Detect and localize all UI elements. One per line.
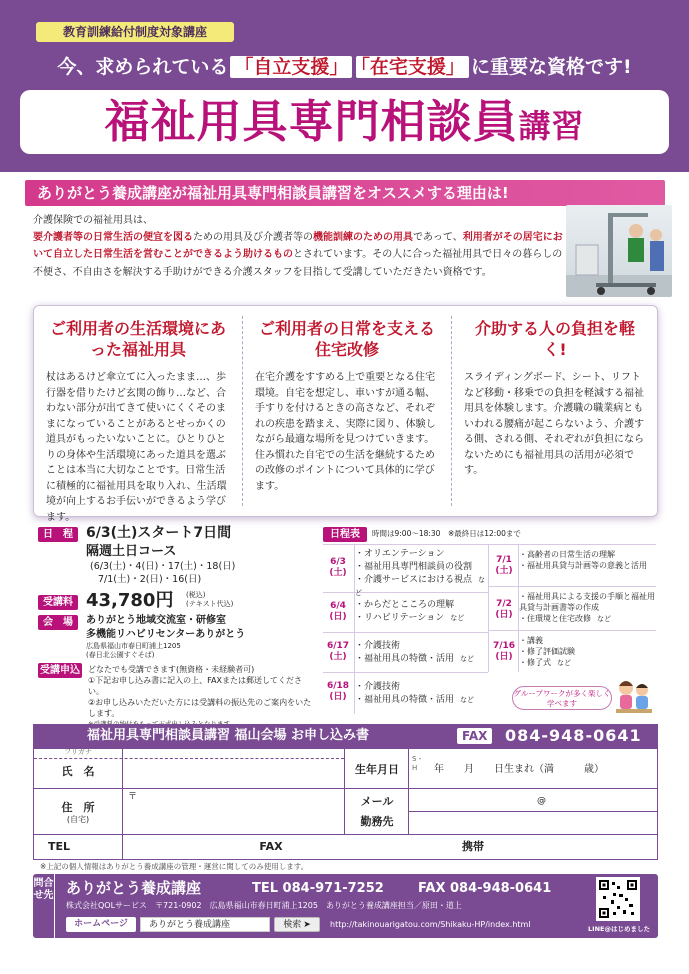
schedule-date (323, 641, 353, 663)
header-subheading (0, 52, 689, 82)
mail-label: メール (360, 795, 394, 808)
schedule-items (355, 599, 464, 625)
feature-home-renovation (243, 306, 451, 516)
footer-address: 広島県福山市春日町浦上1205 (209, 901, 318, 910)
schedule-item (355, 694, 474, 707)
feature-caregiver-burden (452, 306, 658, 516)
reason-t2: 要介護者等の日常生活の便宜を図る (33, 232, 193, 244)
qr-code-icon (599, 880, 637, 918)
schedule-date (323, 681, 353, 703)
footer-contact: ありがとう養成講座担当／原田・道上 (325, 901, 462, 910)
course-dates-2: 7/1(土)・2(日)・16(日) (98, 574, 202, 585)
schedule-item: ・高齢者の日常生活の理解 (519, 550, 615, 559)
venue-name-2: 多機能リハビリセンターありがとう (86, 629, 246, 640)
nado-note: など (460, 696, 475, 704)
course-type: 隔週土日コース (86, 544, 177, 559)
course-dates-1: (6/3(土)・4(日)・17(土)・18(日) (90, 561, 236, 572)
date-value: 6/17 (326, 641, 350, 651)
date-value: 6/3 (330, 557, 346, 567)
tel-label: TEL (47, 840, 71, 853)
reason-t3: ための用具及び介護者等の (193, 232, 313, 244)
schedule-item-text: ・介護サービスにおける視点 (355, 575, 473, 585)
schedule-item: ・介護技術 (355, 682, 401, 692)
schedule-item (355, 612, 464, 625)
address-sublabel: (自宅) (66, 815, 90, 824)
schedule-items (519, 635, 575, 669)
schedule-row-0604 (323, 593, 488, 633)
mobile-field[interactable] (500, 836, 656, 858)
schedule-date (323, 557, 353, 579)
form-header (33, 724, 658, 748)
course-fee: 43,780円 (86, 590, 174, 611)
name-label: 氏 名 (61, 765, 95, 778)
tel-field[interactable] (123, 836, 243, 858)
footer-org: ありがとう養成講座 (66, 879, 202, 897)
fax-label-form: FAX (259, 840, 283, 853)
reason-t7: その居宅において自立した日常生活を営むことができるよう助けるもの (33, 232, 563, 261)
schedule-right (489, 544, 656, 672)
schedule-row-0701 (489, 545, 656, 587)
footer-address-line (66, 900, 462, 912)
schedule-item-text: ・住環境と住宅改修 (519, 614, 591, 623)
footer-company: 株式会社QOLサービス (66, 901, 148, 910)
address-field[interactable] (123, 803, 344, 833)
subheading-prefix: 今、求められている (57, 56, 229, 78)
footer-postal: 〒721-0902 (155, 901, 202, 910)
course-start: 6/3(土)スタート7日間 (86, 525, 232, 541)
fee-note (186, 591, 246, 609)
subsidy-badge: 教育訓練給付制度対象講座 (36, 22, 234, 42)
highlight-independence: 「自立支援」 (230, 56, 352, 78)
subheading-suffix: に重要な資格です! (470, 56, 632, 78)
feature-title: ご利用者の生活環境にあった福祉用具 (49, 319, 226, 359)
fee-tax-note: (税込) (186, 591, 206, 599)
schedule-item: ・福祉用具による支援の手順と福祉用具貸与計画書等の作成 (519, 592, 655, 612)
schedule-item: ・福祉用具専門相談員の役割 (355, 562, 473, 572)
schedule-divider (518, 544, 519, 672)
schedule-label: 日程表 (323, 527, 367, 542)
feature-living-environment (34, 306, 242, 523)
fax-label: FAX (457, 728, 492, 744)
schedule-date (489, 555, 519, 577)
schedule-item: ・福祉用具貸与計画等の意義と活用 (519, 561, 647, 570)
reason-t5: であって、 (413, 232, 463, 244)
apply-line-1: どなたでも受講できます(無資格・未経験者可) (88, 665, 255, 674)
nado-note: など (597, 615, 611, 623)
apply-text (88, 664, 314, 730)
schedule-item: ・からだとこころの理解 (355, 600, 455, 610)
reason-t4: 機能訓練のための用具 (313, 232, 413, 244)
line-notice: LINE@はじめました (588, 925, 650, 933)
footer-url[interactable]: http://takinouarigatou.com/Shikaku-HP/index.html (330, 920, 531, 929)
work-label: 勤務先 (360, 815, 394, 828)
schedule-item-text: ・福祉用具の特徴・活用 (355, 654, 455, 664)
schedule-item: ・オリエンテーション (355, 549, 445, 559)
nado-note: など (450, 614, 465, 622)
schedule-left (323, 544, 488, 714)
feature-title: 介助する人の負担を軽く! (474, 319, 635, 359)
venue-address-note: (春日北公園すぐそば) (86, 651, 155, 659)
schedule-item-text: ・修了式 (519, 658, 551, 667)
schedule-row-0702 (489, 587, 656, 631)
inquiry-label: 問合せ先 (33, 874, 55, 938)
birth-field[interactable]: 年 月 日生まれ（満 歳） (434, 764, 604, 775)
search-button[interactable] (274, 917, 320, 932)
mobile-label: 携帯 (462, 840, 484, 853)
reason-t1: 介護保険での福祉用具は、 (33, 215, 153, 226)
schedule-row-0618 (323, 673, 488, 713)
birth-label: 生年月日 (355, 763, 399, 776)
privacy-note: ※上記の個人情報はありがとう養成講座の管理・運営に関してのみ使用します。 (40, 862, 309, 871)
work-field[interactable] (410, 813, 656, 833)
reason-text (33, 212, 563, 281)
apply-line-3: ②お申し込みいただいた方には受講料の振込先のご案内をいたします。 (88, 698, 312, 718)
students-icon (614, 676, 654, 716)
schedule-row-0617 (323, 633, 488, 673)
era-options: S・H (412, 755, 424, 772)
date-value: 6/18 (326, 681, 350, 691)
search-button-label: 検索 (283, 920, 302, 930)
date-value: 7/1 (496, 555, 512, 565)
page-title (20, 90, 669, 154)
schedule-items (519, 549, 655, 571)
title-suffix: 講習 (518, 107, 585, 145)
mail-field[interactable]: @ (537, 796, 546, 806)
schedule-item-text: ・リハビリテーション (355, 613, 445, 623)
venue-address: 広島県福山市春日町浦上1205 (86, 642, 181, 650)
features-panel (33, 305, 658, 523)
schedule-row-0603 (323, 545, 488, 597)
address-label: 住 所 (61, 801, 95, 814)
schedule-row-0716 (489, 631, 656, 673)
schedule-items (355, 640, 474, 666)
schedule-divider (488, 544, 489, 672)
schedule-item-text: ・福祉用具の特徴・活用 (355, 695, 455, 705)
date-dow: (土) (329, 652, 347, 662)
mail-divider (409, 811, 657, 812)
date-value: 7/2 (496, 599, 512, 609)
fax-number: 084-948-0641 (505, 726, 642, 745)
date-label: 日 程 (38, 527, 78, 542)
date-value: 6/4 (330, 601, 346, 611)
schedule-date (323, 601, 353, 623)
schedule-item: ・講義 (519, 636, 543, 645)
schedule-date (489, 641, 519, 663)
venue-label: 会 場 (38, 615, 78, 630)
students-illustration (614, 676, 654, 716)
date-dow: (日) (329, 692, 347, 702)
schedule-divider (354, 544, 355, 714)
lift-illustration (566, 205, 672, 297)
schedule-date (489, 599, 519, 621)
form-title: 福祉用具専門相談員講習 福山会場 お申し込み書 (87, 728, 370, 743)
feature-body: 杖はあるけど傘立てに入ったまま…、歩行器を借りたけど玄関の飾り…など、合わない部分が出てきて使いにくくそのままになっていることがあるとせっかくの道具がもったいないことに。ひとりひとりの身体や生活環境にあった道具を選ぶことは本当に大切なことです。日常生活に積極的に福祉用具を取り入れ、生活環境が向上するお手伝いができるよう学びます。 (46, 372, 227, 523)
feature-title: ご利用者の日常を支える住宅改修 (258, 319, 435, 359)
nado-note: など (557, 659, 571, 667)
footer-tel: TEL 084-971-7252 (252, 881, 384, 896)
homepage-label: ホームページ (66, 917, 136, 932)
fax-field[interactable] (298, 836, 448, 858)
lift-equipment-photo (566, 205, 672, 297)
nado-note: など (355, 576, 486, 597)
apply-label: 受講申込 (40, 665, 80, 676)
apply-line-2: ①下記お申し込み書に記入の上、FAXまたは郵送してください。 (88, 676, 302, 696)
fee-text-note: (テキスト代込) (186, 600, 234, 608)
reason-heading: ありがとう養成講座が福祉用具専門相談員講習をオススメする理由は! (25, 180, 665, 206)
schedule-last-day: ※最終日は12:00まで (447, 529, 521, 538)
application-form (33, 748, 658, 860)
feature-body: スライディングボード、シート、リフトなど移動・移乗での負担を軽減する福祉用具を体験します。介護職の職業病ともいわれる腰痛が起こらないよう、介護する側、される側、それぞれが負担にならないためにも福祉用具の活用が必須です。 (464, 372, 644, 476)
schedule-item: ・修了評価試験 (519, 647, 575, 656)
reason-t8: とされています。その人に合った福祉用具で日々の暮らしの不便さ、不自由さを解決する手助けができる介護スタッフを目指して受講していただきたい資格です。 (33, 249, 563, 278)
cursor-icon: ➤ (303, 920, 311, 930)
search-box[interactable]: ありがとう養成講座 (140, 917, 270, 932)
fee-label: 受講料 (38, 595, 78, 610)
groupwork-bubble: グループワークが多く楽しく学べます (512, 686, 612, 710)
qr-code (596, 877, 640, 921)
date-dow: (日) (329, 612, 347, 622)
nado-note: など (460, 655, 475, 663)
venue-name-1: ありがとう地域交流室・研修室 (86, 615, 226, 626)
schedule-items (519, 591, 655, 625)
schedule-item (519, 657, 575, 669)
footer-fax: FAX 084-948-0641 (418, 881, 552, 896)
date-value: 7/16 (492, 641, 516, 651)
date-dow: (日) (495, 610, 513, 620)
reason-t6: 利用者が (462, 232, 503, 244)
schedule-items (355, 681, 474, 707)
furigana-label: フリガナ (64, 748, 92, 756)
highlight-homecare: 「在宅支援」 (356, 56, 469, 78)
schedule-item (519, 613, 655, 625)
date-dow: (日) (495, 652, 513, 662)
schedule-item: ・介護技術 (355, 641, 401, 651)
postal-mark: 〒 (128, 792, 138, 802)
date-dow: (土) (329, 568, 347, 578)
name-field[interactable] (123, 761, 344, 788)
title-main: 福祉用具専門相談員 (104, 95, 519, 148)
feature-body: 在宅介護をすすめる上で重要となる住宅環境。自宅を想定し、車いすが通る幅、手すりを付けるときの高さなど、それぞれの疾患を踏まえ、実際に図り、体験しながら最適な場所を見つけていきます。住み慣れた自宅での生活を継続するための改修のポイントについて具体的に学びます。 (255, 372, 436, 492)
schedule-time (372, 529, 521, 539)
schedule-item (355, 653, 474, 666)
date-dow: (土) (495, 566, 513, 576)
schedule-hours: 時間は9:00〜18:30 (372, 529, 441, 538)
